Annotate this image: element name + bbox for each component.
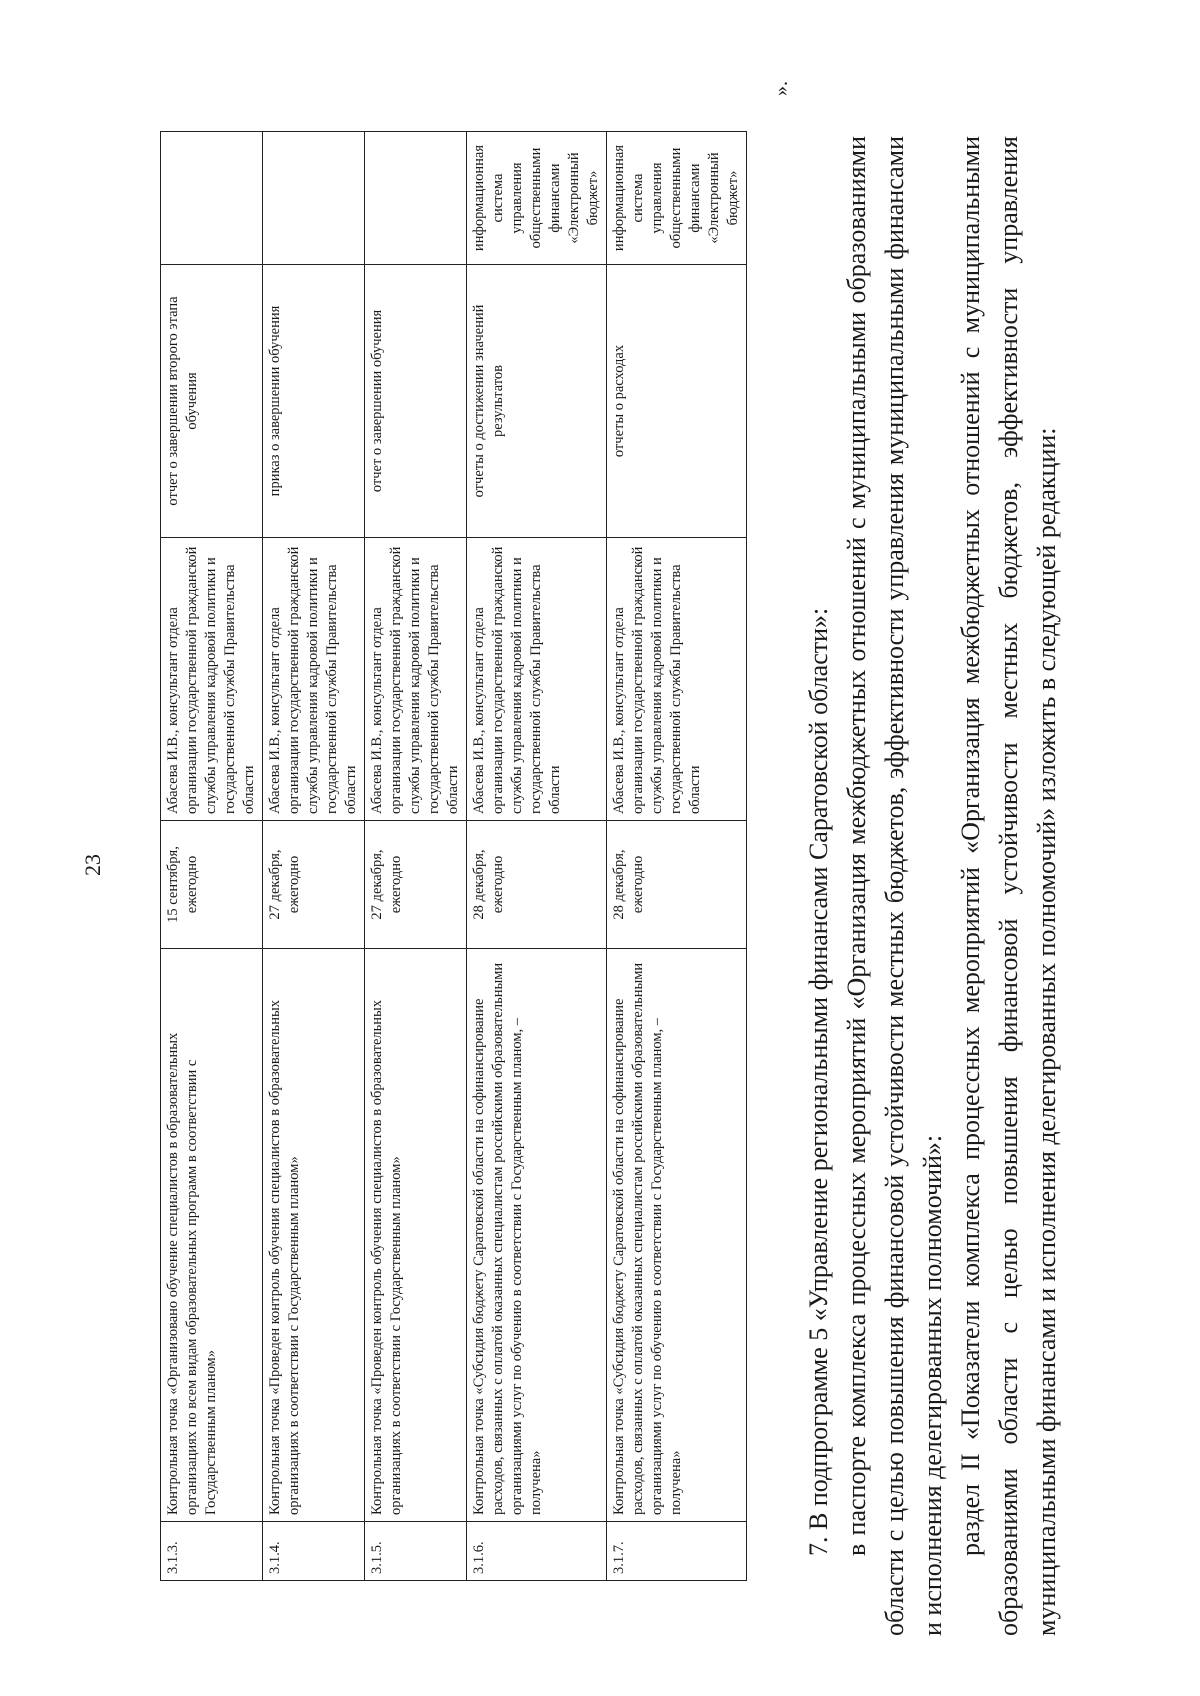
control-points-table	[160, 131, 747, 1581]
table-row	[263, 132, 365, 1581]
body-text	[800, 136, 1066, 1636]
row-deadline: 27 декабря, ежегодно	[365, 821, 467, 949]
row-number: 3.1.7.	[607, 1522, 747, 1581]
row-description: Контрольная точка «Субсидия бюджету Саратовской области на софинансирование расходов, связанных с оплатой оказанных специалистам российскими образовательными организациями услуг по обучению в соответствии с Государственным планом, – получена»	[467, 949, 607, 1522]
row-system	[161, 132, 263, 265]
row-system: информационная система управления общественными финансами «Электронный бюджет»	[467, 132, 607, 265]
row-document: отчеты о достижении значений результатов	[467, 265, 607, 538]
paragraph-passport: в паспорте комплекса процессных мероприятий «Организация межбюджетных отношений с муниципальными образованиями области с целью повышения финансовой устойчивости местных бюджетов, эффективности управления муниципальными финансами и исполнения делегированных полномочий»:	[842, 136, 947, 1636]
row-description: Контрольная точка «Проведен контроль обучения специалистов в образовательных организациях в соответствии с Государственным планом»	[365, 949, 467, 1522]
row-deadline: 28 декабря, ежегодно	[607, 821, 747, 949]
table-row	[365, 132, 467, 1581]
row-document: отчет о завершении обучения	[365, 265, 467, 538]
row-deadline: 27 декабря, ежегодно	[263, 821, 365, 949]
row-system	[365, 132, 467, 265]
row-system: информационная система управления общественными финансами «Электронный бюджет»	[607, 132, 747, 265]
table-row	[607, 132, 747, 1581]
row-number: 3.1.6.	[467, 1522, 607, 1581]
row-number: 3.1.3.	[161, 1522, 263, 1581]
row-responsible: Абасева И.В., консультант отдела организации государственной гражданской службы управления кадровой политики и государственной службы Правительства области	[263, 538, 365, 821]
row-description: Контрольная точка «Организовано обучение специалистов в образовательных организациях по всем видам образовательных программ в соответствии с Государственным планом»	[161, 949, 263, 1522]
row-responsible: Абасева И.В., консультант отдела организации государственной гражданской службы управления кадровой политики и государственной службы Правительства области	[365, 538, 467, 821]
row-system	[263, 132, 365, 265]
table-row	[161, 132, 263, 1581]
row-deadline: 28 декабря, ежегодно	[467, 821, 607, 949]
paragraph-section: раздел II «Показатели комплекса процессных мероприятий «Организация межбюджетных отношений с муниципальными образованиями области с целью повышения финансовой устойчивости местных бюджетов, эффективности управления муниципальными финансами и исполнения делегированных полномочий» изложить в следующей редакции:	[956, 136, 1061, 1636]
paragraph-subprogram: 7. В подпрограмме 5 «Управление региональными финансами Саратовской области»:	[804, 607, 833, 1556]
row-number: 3.1.5.	[365, 1522, 467, 1581]
row-responsible: Абасева И.В., консультант отдела организации государственной гражданской службы управления кадровой политики и государственной службы Правительства области	[607, 538, 747, 821]
row-responsible: Абасева И.В., консультант отдела организации государственной гражданской службы управления кадровой политики и государственной службы Правительства области	[161, 538, 263, 821]
row-responsible: Абасева И.В., консультант отдела организации государственной гражданской службы управления кадровой политики и государственной службы Правительства области	[467, 538, 607, 821]
row-description: Контрольная точка «Проведен контроль обучения специалистов в образовательных организациях в соответствии с Государственным планом»	[263, 949, 365, 1522]
table-closing-quote: ».	[770, 81, 792, 96]
row-document: приказ о завершении обучения	[263, 265, 365, 538]
row-description: Контрольная точка «Субсидия бюджету Саратовской области на софинансирование расходов, связанных с оплатой оказанных специалистам российскими образовательными организациями услуг по обучению в соответствии с Государственным планом, – получена»	[607, 949, 747, 1522]
row-document: отчет о завершении второго этапа обучения	[161, 265, 263, 538]
row-deadline: 15 сентября, ежегодно	[161, 821, 263, 949]
page-number: 23	[80, 854, 105, 876]
table-row	[467, 132, 607, 1581]
row-document: отчеты о расходах	[607, 265, 747, 538]
row-number: 3.1.4.	[263, 1522, 365, 1581]
